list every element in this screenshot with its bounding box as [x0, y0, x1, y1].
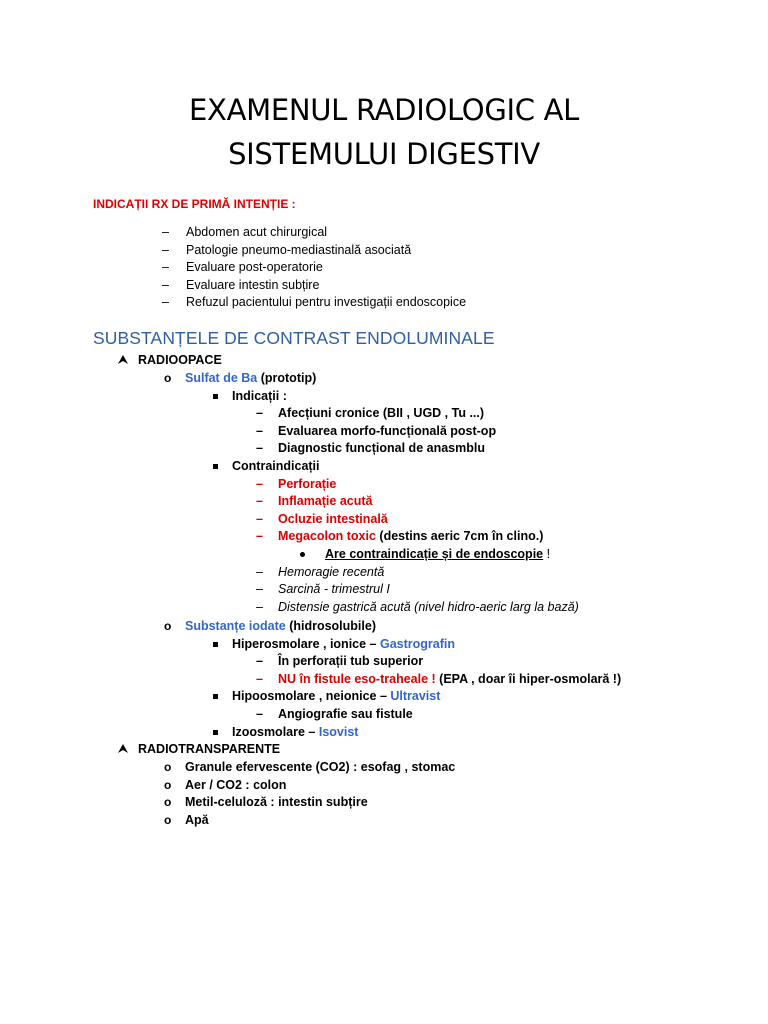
list-item-text: Afecțiuni cronice (BII , UGD , Tu ...) [278, 406, 485, 421]
dash-bullet: – [162, 277, 169, 292]
dash-bullet: – [162, 225, 169, 239]
circle-bullet-icon: o [164, 795, 172, 810]
circle-bullet-icon: o [164, 777, 172, 792]
section-heading: SUBSTANȚELE DE CONTRAST ENDOLUMINALE [93, 328, 495, 348]
dash-bullet: – [256, 654, 263, 669]
dash-bullet: – [256, 406, 263, 421]
indications-heading: INDICAȚII RX DE PRIMĂ INTENȚIE : [93, 197, 296, 211]
list-item-text: Granule efervescente (CO2) : esofag , stomac [185, 760, 456, 774]
izo-prefix: Izoosmolare – [232, 724, 319, 739]
square-bullet-icon [213, 694, 218, 699]
isovist-name: Isovist [318, 724, 359, 739]
dash-bullet: – [256, 511, 263, 526]
dash-bullet: – [162, 295, 169, 310]
dash-bullet: – [256, 671, 263, 686]
list-item-text: Evaluare post-operatorie [186, 260, 323, 275]
dash-bullet: – [256, 494, 263, 509]
page-title [0, 88, 768, 176]
dash-bullet: – [256, 707, 263, 721]
square-bullet-icon [213, 730, 218, 735]
list-item-text: Evaluare intestin subțire [186, 277, 320, 292]
list-item-text: Patologie pneumo-mediastinală asociată [186, 242, 412, 257]
dot-bullet-icon [300, 552, 305, 557]
iodate-name: Substanțe iodate [185, 619, 286, 633]
dash-bullet: – [256, 476, 263, 491]
megacolon-name: Megacolon toxic [278, 529, 376, 544]
dash-bullet: – [162, 260, 169, 275]
radioopace-label: RADIOOPACE [138, 353, 222, 367]
dash-bullet: – [256, 582, 263, 597]
sulfat-name: Sulfat de Ba [185, 371, 258, 385]
arrowhead-bullet-icon [118, 744, 128, 754]
square-bullet-icon [213, 394, 218, 399]
list-item-text: Sarcină - trimestrul I [278, 582, 390, 597]
ultravist-name: Ultravist [390, 689, 441, 704]
megacolon-suffix: (destins aeric 7cm în clino.) [375, 529, 544, 544]
list-item-text: Aer / CO2 : colon [185, 777, 287, 792]
dash-bullet: – [162, 242, 169, 257]
square-bullet-icon [213, 642, 218, 647]
dash-bullet: – [256, 423, 263, 438]
list-item-text: Distensie gastrică acută (nivel hidro-aeric larg la bază) [278, 599, 579, 614]
square-bullet-icon [213, 464, 218, 469]
list-item-text: Abdomen acut chirurgical [186, 225, 328, 239]
endoscopie-note-suffix: ! [543, 547, 551, 561]
hipo-prefix: Hipoosmolare , neionice – [232, 689, 391, 704]
list-item-text: Angiografie sau fistule [278, 707, 413, 721]
list-item-text: Evaluarea morfo-funcțională post-op [278, 423, 497, 438]
list-item-text: Perforație [278, 476, 337, 491]
iodate-suffix: (hidrosolubile) [285, 619, 376, 633]
endoscopie-note-text: Are contraindicație și de endoscopie [325, 547, 544, 561]
hiper-prefix: Hiperosmolare , ionice – [232, 636, 380, 651]
circle-bullet-icon: o [164, 371, 172, 385]
dash-bullet: – [256, 564, 263, 579]
list-item-text: În perforații tub superior [278, 654, 424, 669]
list-item-text: Hemoragie recentă [278, 564, 385, 579]
list-item-text: Ocluzie intestinală [278, 511, 388, 526]
title-line-1: EXAMENUL RADIOLOGIC AL [188, 93, 580, 127]
list-item-text: Diagnostic funcțional de anasmblu [278, 441, 485, 456]
radiotransparente-label: RADIOTRANSPARENTE [138, 742, 281, 756]
sulfat-suffix: (prototip) [257, 371, 317, 385]
indicatii-label: Indicații : [232, 388, 287, 403]
dash-bullet: – [256, 441, 263, 456]
list-item-text: Metil-celuloză : intestin subțire [185, 795, 368, 810]
dash-bullet: – [256, 599, 263, 614]
gastrografin-name: Gastrografin [379, 636, 455, 651]
contraindicatii-label: Contraindicații [232, 459, 320, 473]
arrowhead-bullet-icon [118, 355, 128, 365]
list-item-text: Refuzul pacientului pentru investigații endoscopice [186, 295, 467, 310]
fistule-warning: NU în fistule eso-traheale ! [278, 671, 436, 686]
list-item-text: Inflamație acută [278, 494, 373, 509]
dash-bullet: – [256, 529, 263, 544]
list-item-text: Apă [185, 812, 209, 827]
circle-bullet-icon: o [164, 812, 172, 827]
title-line-2: SISTEMULUI DIGESTIV [228, 137, 540, 171]
fistule-rest: (EPA , doar îi hiper-osmolară !) [435, 671, 622, 686]
circle-bullet-icon: o [164, 619, 172, 633]
circle-bullet-icon: o [164, 760, 172, 774]
